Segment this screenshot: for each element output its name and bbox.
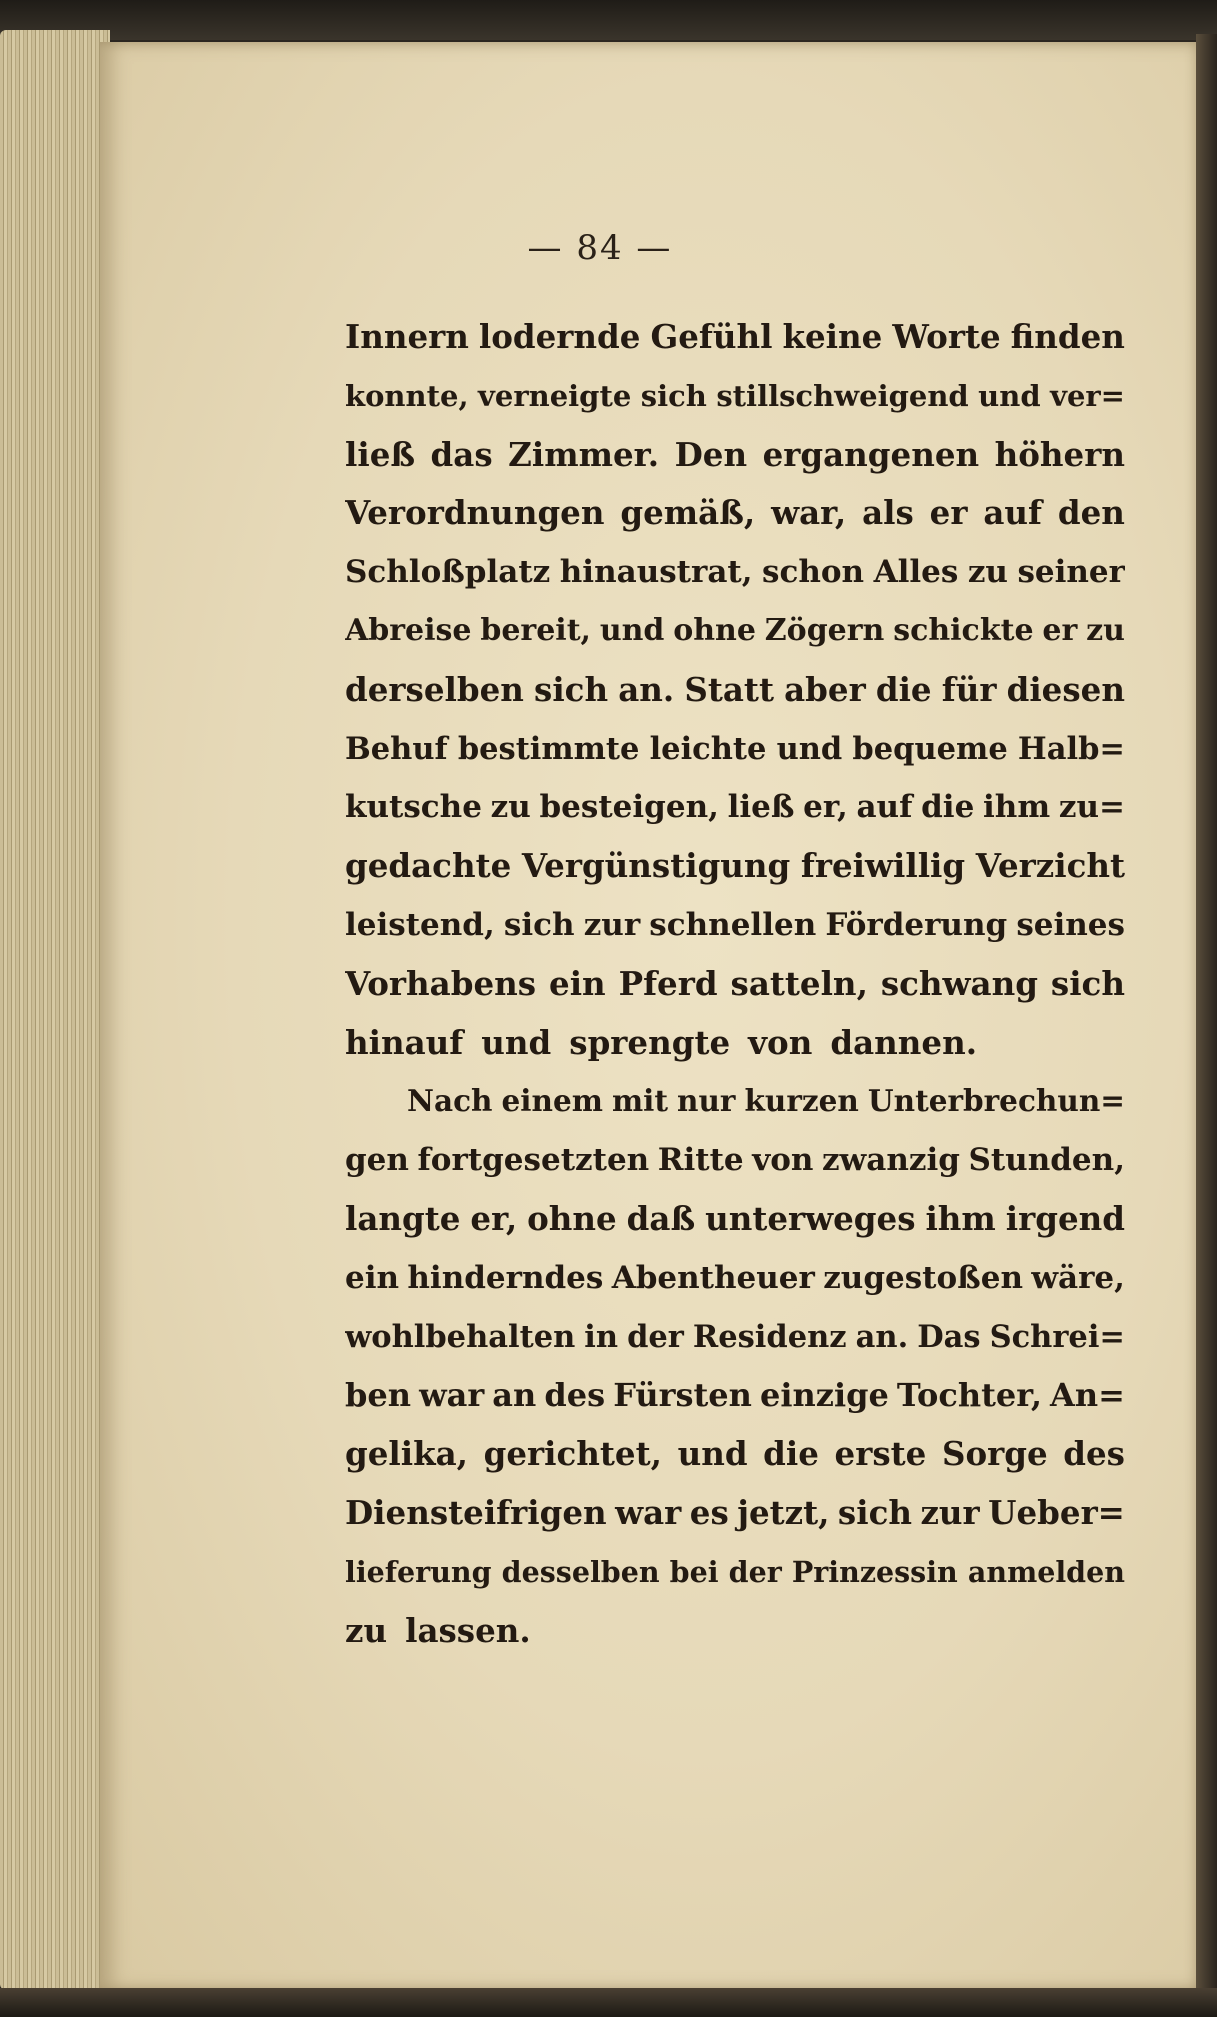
word: Sorge bbox=[941, 1434, 1048, 1474]
word: aber bbox=[784, 669, 866, 709]
word: lodernde bbox=[478, 317, 641, 356]
text-line bbox=[345, 1072, 1125, 1131]
bottom-background bbox=[0, 1988, 1217, 2017]
text-line bbox=[345, 426, 1125, 485]
word: zugestoßen bbox=[823, 1259, 1023, 1296]
text-line bbox=[345, 1366, 1125, 1425]
text-line bbox=[345, 1249, 1125, 1308]
word: lieferung bbox=[345, 1554, 492, 1589]
word: war bbox=[615, 1492, 682, 1532]
word: einzige bbox=[759, 1376, 889, 1415]
word: Schrei= bbox=[989, 1318, 1125, 1355]
word: Residenz bbox=[692, 1318, 847, 1355]
word: seiner bbox=[1017, 554, 1125, 591]
word: der bbox=[728, 1554, 782, 1589]
word: zur bbox=[583, 906, 641, 943]
word: besteigen, bbox=[539, 789, 719, 826]
word: an. bbox=[855, 1318, 909, 1355]
word: zu bbox=[967, 554, 1008, 591]
text-line bbox=[345, 1602, 1125, 1661]
word: Abreise bbox=[345, 612, 472, 648]
word: nur bbox=[677, 1083, 736, 1119]
word: und bbox=[978, 378, 1041, 413]
top-background bbox=[0, 0, 1217, 40]
text-line bbox=[345, 1425, 1125, 1484]
word: war, bbox=[771, 493, 847, 533]
word: mit bbox=[611, 1083, 668, 1119]
word: Gefühl bbox=[650, 317, 773, 356]
word: Alles bbox=[873, 554, 959, 591]
word: schnellen bbox=[649, 906, 817, 943]
text-line bbox=[345, 367, 1125, 426]
word: des bbox=[544, 1376, 606, 1415]
word: ben bbox=[345, 1376, 411, 1415]
word: Verzicht bbox=[975, 846, 1125, 886]
text-line bbox=[345, 837, 1125, 896]
page-number: — 84 — bbox=[527, 228, 673, 268]
word: zu= bbox=[1058, 789, 1125, 826]
word: er, bbox=[470, 1198, 518, 1238]
word: zu bbox=[1086, 612, 1125, 648]
word: er, bbox=[803, 789, 848, 826]
word: kurzen bbox=[744, 1083, 859, 1119]
word: jetzt, bbox=[737, 1492, 830, 1532]
word: leistend, bbox=[345, 906, 495, 943]
word: er bbox=[1042, 612, 1078, 648]
word: wohlbehalten bbox=[345, 1318, 576, 1355]
word: ergangenen bbox=[762, 434, 980, 474]
word: Ritte bbox=[657, 1142, 744, 1179]
word: Zimmer. bbox=[508, 434, 660, 474]
text-line bbox=[345, 778, 1125, 837]
word: bereit, bbox=[480, 612, 591, 648]
word: war bbox=[419, 1376, 485, 1415]
word: Prinzessin bbox=[791, 1554, 958, 1589]
word: irgend bbox=[1005, 1198, 1125, 1238]
word: desselben bbox=[501, 1554, 660, 1589]
word: er bbox=[929, 493, 968, 533]
word: wäre, bbox=[1031, 1259, 1125, 1296]
word: einem bbox=[501, 1083, 603, 1119]
word: sich bbox=[1050, 963, 1125, 1003]
word: gedachte bbox=[345, 846, 512, 886]
word: anmelden bbox=[967, 1554, 1125, 1589]
text-line bbox=[345, 1308, 1125, 1367]
word: diesen bbox=[1006, 669, 1125, 709]
word: bequeme bbox=[852, 730, 1008, 767]
word: sich bbox=[640, 378, 707, 413]
word: für bbox=[941, 669, 997, 709]
word: Verordnungen bbox=[345, 493, 605, 533]
text-line bbox=[345, 896, 1125, 955]
text-line bbox=[345, 602, 1125, 661]
text-line bbox=[345, 484, 1125, 543]
word: und bbox=[599, 612, 665, 648]
word: Innern bbox=[345, 317, 469, 356]
word: Behuf bbox=[345, 730, 448, 767]
word: Worte bbox=[892, 317, 1001, 356]
word: und bbox=[481, 1022, 552, 1062]
word: Unterbrechun= bbox=[867, 1083, 1125, 1119]
word: Zögern bbox=[764, 612, 885, 648]
word: zwanzig bbox=[821, 1142, 960, 1179]
word: fortgesetzten bbox=[417, 1142, 650, 1179]
text-line bbox=[345, 1131, 1125, 1190]
word: gerichtet, bbox=[483, 1434, 662, 1474]
word: bestimmte bbox=[457, 730, 640, 767]
word: ihm bbox=[925, 1198, 996, 1238]
word: erste bbox=[834, 1434, 927, 1474]
word: in bbox=[584, 1318, 619, 1355]
word: Stunden, bbox=[968, 1142, 1125, 1179]
word: stillschweigend bbox=[716, 378, 969, 413]
word: Schloßplatz bbox=[345, 554, 551, 591]
word: an. bbox=[618, 669, 675, 709]
word: hinderndes bbox=[407, 1259, 604, 1296]
page-edges bbox=[0, 30, 110, 1990]
word: ohne bbox=[527, 1198, 617, 1238]
text-line bbox=[345, 1484, 1125, 1543]
word: Abentheuer bbox=[611, 1259, 815, 1296]
word: gemäß, bbox=[620, 493, 756, 533]
word: ein bbox=[345, 1259, 400, 1296]
word: sich bbox=[837, 1492, 912, 1532]
word: Förderung bbox=[825, 906, 1008, 943]
word: Halb= bbox=[1017, 730, 1125, 767]
word: und bbox=[776, 730, 843, 767]
word: kutsche bbox=[345, 789, 482, 826]
word: Vorhabens bbox=[345, 963, 537, 1003]
word: den bbox=[1057, 493, 1125, 533]
word: gen bbox=[345, 1142, 409, 1179]
word: Diensteifrigen bbox=[345, 1492, 607, 1532]
body-text bbox=[345, 308, 1125, 1660]
word: hinauf bbox=[345, 1022, 464, 1062]
word: Ueber= bbox=[988, 1492, 1125, 1532]
word: sprengte bbox=[569, 1022, 731, 1062]
word: sich bbox=[503, 906, 575, 943]
text-line bbox=[345, 955, 1125, 1014]
word: auf bbox=[983, 493, 1043, 533]
word: finden bbox=[1010, 317, 1125, 356]
word: Fürsten bbox=[613, 1376, 752, 1415]
word: zu bbox=[345, 1610, 388, 1650]
word: ihm bbox=[983, 789, 1051, 826]
word: von bbox=[748, 1022, 813, 1062]
word: die bbox=[921, 789, 975, 826]
word: langte bbox=[345, 1198, 461, 1238]
word: ließ bbox=[727, 789, 795, 826]
word: zur bbox=[920, 1492, 980, 1532]
word: schon bbox=[762, 554, 865, 591]
right-edge bbox=[1196, 34, 1217, 2017]
word: gelika, bbox=[345, 1434, 468, 1474]
word: ohne bbox=[673, 612, 756, 648]
word: freiwillig bbox=[800, 846, 966, 886]
word: An= bbox=[1050, 1376, 1125, 1415]
word: höhern bbox=[994, 434, 1125, 474]
word: ver= bbox=[1050, 378, 1125, 413]
word: dannen. bbox=[830, 1022, 978, 1062]
word: seines bbox=[1016, 906, 1125, 943]
word: bei bbox=[669, 1554, 719, 1589]
word: unterweges bbox=[705, 1198, 916, 1238]
word: als bbox=[862, 493, 914, 533]
word: lassen. bbox=[405, 1610, 531, 1650]
word: das bbox=[430, 434, 493, 474]
text-line bbox=[345, 1190, 1125, 1249]
word: der bbox=[627, 1318, 684, 1355]
word: keine bbox=[782, 317, 883, 356]
word: hinaustrat, bbox=[559, 554, 753, 591]
text-line bbox=[345, 308, 1125, 367]
word: derselben bbox=[345, 669, 524, 709]
word: konnte, bbox=[345, 378, 469, 413]
word: Den bbox=[674, 434, 748, 474]
word: satteln, bbox=[730, 963, 868, 1003]
word: von bbox=[752, 1142, 814, 1179]
word: des bbox=[1063, 1434, 1125, 1474]
word: ein bbox=[549, 963, 606, 1003]
word: verneigte bbox=[478, 378, 632, 413]
word: es bbox=[689, 1492, 729, 1532]
word: schwang bbox=[880, 963, 1038, 1003]
word: leichte bbox=[649, 730, 767, 767]
text-line bbox=[345, 720, 1125, 779]
text-line bbox=[345, 543, 1125, 602]
word: an bbox=[492, 1376, 537, 1415]
text-line bbox=[345, 1014, 1125, 1073]
word: die bbox=[763, 1434, 819, 1474]
word: Pferd bbox=[618, 963, 718, 1003]
word: die bbox=[875, 669, 932, 709]
text-line bbox=[345, 1543, 1125, 1602]
text-line bbox=[345, 661, 1125, 720]
word: zu bbox=[490, 789, 531, 826]
word: auf bbox=[856, 789, 913, 826]
word: daß bbox=[626, 1198, 696, 1238]
word: Nach bbox=[407, 1083, 493, 1119]
word: schickte bbox=[893, 612, 1034, 648]
word: und bbox=[677, 1434, 748, 1474]
word: Tochter, bbox=[896, 1376, 1042, 1415]
word: Das bbox=[917, 1318, 981, 1355]
word: sich bbox=[534, 669, 609, 709]
word: ließ bbox=[345, 434, 416, 474]
word: Statt bbox=[684, 669, 774, 709]
word: Vergünstigung bbox=[521, 846, 791, 886]
